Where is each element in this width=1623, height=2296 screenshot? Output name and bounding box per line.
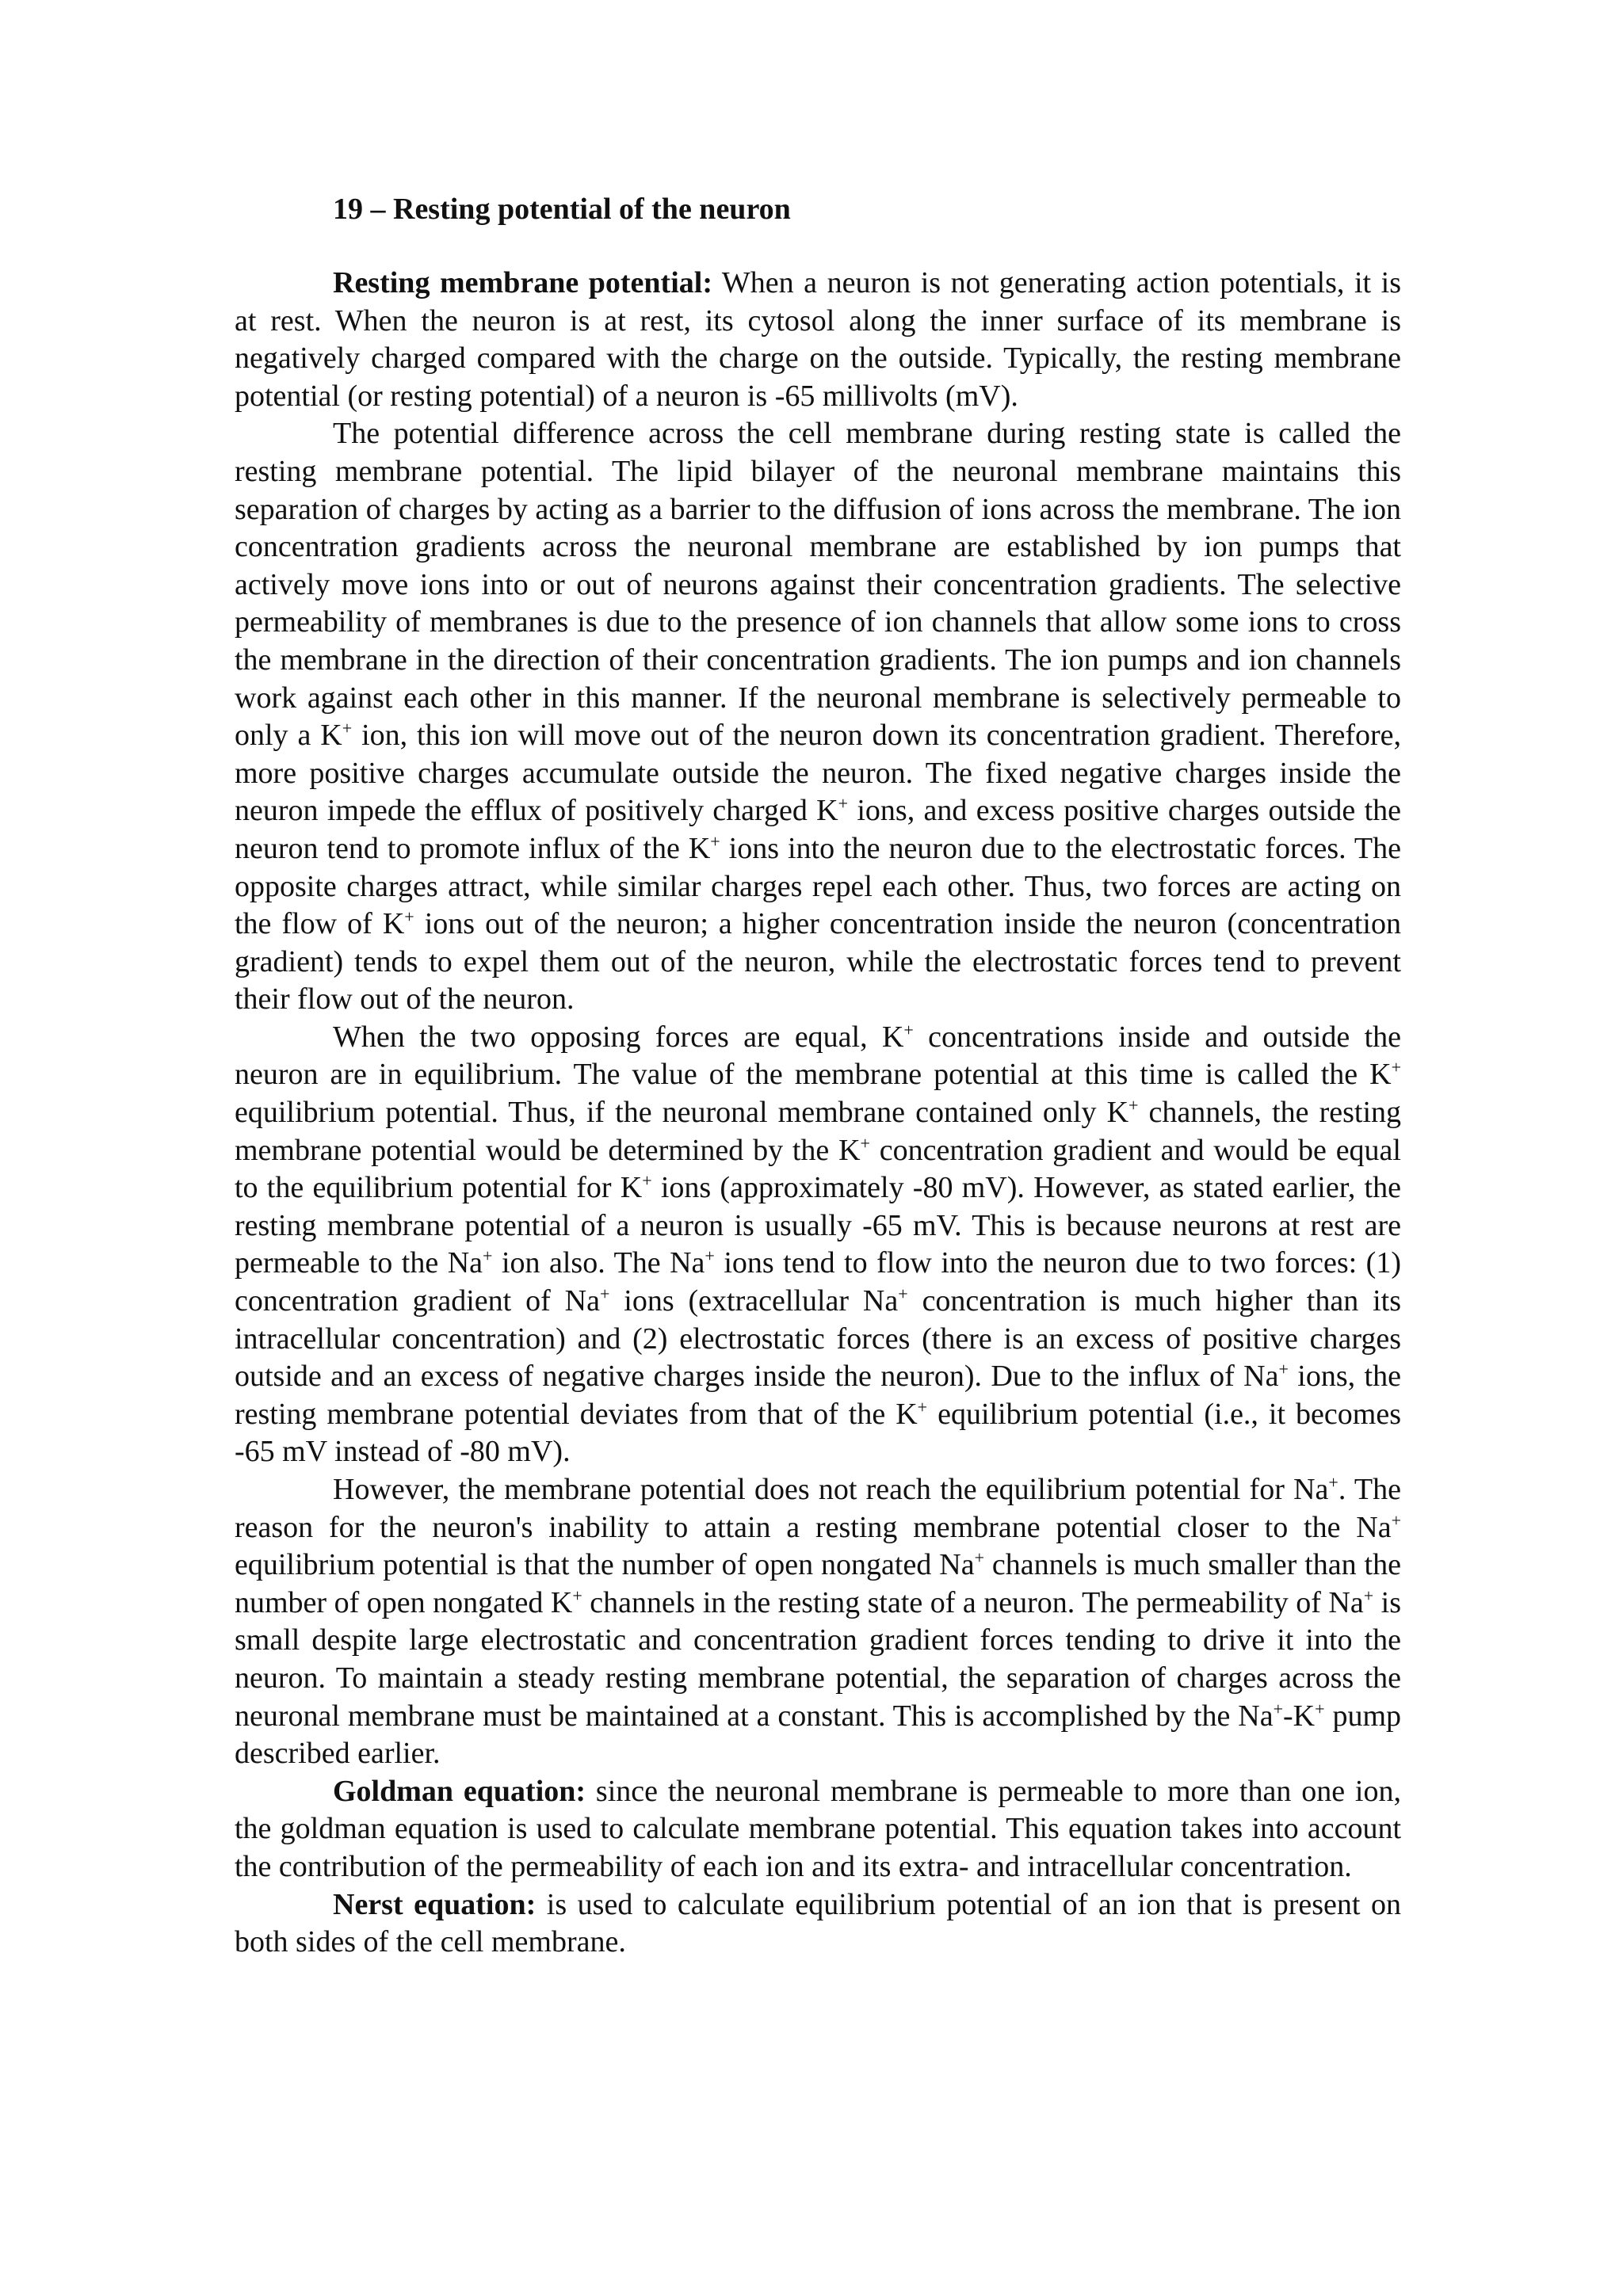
superscript-plus: +: [838, 793, 849, 814]
paragraph-text: -K: [1283, 1699, 1316, 1733]
superscript-plus: +: [1278, 1359, 1289, 1379]
superscript-plus: +: [572, 1585, 582, 1606]
paragraph-text: since the neuronal membrane is permeable to more than one ion, the goldman equation is used to calculate membrane potential. This equation takes into account the contribution of the permeability of each ion and its extra- and intracellular concentration.: [235, 1774, 1401, 1883]
paragraph-goldman-equation: [235, 1773, 1401, 1886]
superscript-plus: +: [342, 718, 353, 738]
superscript-plus: +: [1315, 1698, 1325, 1718]
superscript-plus: +: [1391, 1057, 1401, 1077]
paragraph-text: channels, the resting membrane potential would be determined by the K: [235, 1096, 1402, 1167]
paragraph-text: When the two opposing forces are equal, K: [333, 1020, 904, 1054]
superscript-plus: +: [1328, 1472, 1338, 1493]
paragraph-text: equilibrium potential is that the number of open nongated Na: [235, 1548, 975, 1582]
superscript-plus: +: [1363, 1585, 1374, 1606]
paragraph-text: channels in the resting state of a neuron. The permeability of Na: [582, 1585, 1364, 1619]
paragraph-text: is small despite large electrostatic and concentration gradient forces tending to drive it into the neuron. To maintain a steady resting membrane potential, the separation of charges across the neuronal membrane must be maintained at a constant. This is accomplished by the Na: [235, 1585, 1401, 1733]
paragraph-text: concentration is much higher than its intracellular concentration) and (2) electrostatic forces (there is an excess of positive charges outside and an excess of negative charges inside the neuron). Due to the influx of Na: [235, 1284, 1402, 1394]
paragraph-text: channels is much smaller than the number of open nongated K: [235, 1548, 1401, 1619]
paragraph-text: ions (approximately -80 mV). However, as stated earlier, the resting membrane potential of a neuron is usually -65 mV. This is because neurons at rest are permeable to the Na: [235, 1171, 1401, 1280]
paragraph-text: ions out of the neuron; a higher concentration inside the neuron (concentration gradient) tends to expel them out of the neuron, while the electrostatic forces tend to prevent their flow out of the neuron.: [235, 907, 1401, 1016]
superscript-plus: +: [917, 1397, 928, 1417]
paragraph-text: ions, and excess positive charges outside the neuron tend to promote influx of the K: [235, 794, 1402, 865]
superscript-plus: +: [404, 906, 414, 927]
superscript-plus: +: [483, 1245, 493, 1266]
superscript-plus: +: [1273, 1698, 1284, 1718]
paragraph-text: ion, this ion will move out of the neuron down its concentration gradient. Therefore, more positive charges accumulate outside the neuron. The fixed negative charges inside the neuron impede the efflux of positively charged K: [235, 719, 1401, 828]
paragraph-na-equilibrium: [235, 1471, 1401, 1773]
superscript-plus: +: [705, 1245, 715, 1266]
paragraph-equilibrium: [235, 1019, 1401, 1471]
paragraph-text: ion also. The Na: [492, 1246, 705, 1280]
paragraph-text: However, the membrane potential does not reach the equilibrium potential for Na: [333, 1473, 1329, 1506]
paragraph-text: equilibrium potential. Thus, if the neuronal membrane contained only K: [235, 1096, 1129, 1130]
paragraph-nerst-equation: [235, 1886, 1401, 1962]
paragraph-text: ions (extracellular Na: [609, 1284, 899, 1318]
paragraph-text: ions into the neuron due to the electrostatic forces. The opposite charges attract, while similar charges repel each other. Thus, two forces are acting on the flow of K: [235, 831, 1401, 941]
paragraph-potential-difference: [235, 415, 1401, 1019]
paragraph-resting-membrane-potential: [235, 265, 1401, 415]
paragraph-text: pump described earlier.: [235, 1699, 1401, 1771]
superscript-plus: +: [1391, 1509, 1401, 1530]
superscript-plus: +: [860, 1133, 870, 1153]
document-page: [235, 190, 1401, 1962]
term-resting-membrane-potential: Resting membrane potential:: [333, 266, 712, 299]
page-title: 19 – Resting potential of the neuron: [333, 193, 791, 226]
paragraph-text: ions tend to flow into the neuron due to two forces: (1) concentration gradient of Na: [235, 1246, 1401, 1318]
paragraph-text: . The reason for the neuron's inability to attain a resting membrane potential closer to the Na: [235, 1473, 1401, 1544]
paragraph-text: The potential difference across the cell membrane during resting state is called the resting membrane potential. The lipid bilayer of the neuronal membrane maintains this separation of charges by acting as a barrier to the diffusion of ions across the membrane. The ion concentration gradients across the neuronal membrane are established by ion pumps that actively move ions into or out of neurons against their concentration gradients. The selective permeability of membranes is due to the presence of ion channels that allow some ions to cross the membrane in the direction of their concentration gradients. The ion pumps and ion channels work against each other in this manner. If the neuronal membrane is selectively permeable to only a K: [235, 417, 1401, 753]
paragraph-text: concentrations inside and outside the neuron are in equilibrium. The value of the membrane potential at this time is called the K: [235, 1020, 1401, 1092]
superscript-plus: +: [974, 1547, 984, 1568]
superscript-plus: +: [599, 1283, 610, 1304]
superscript-plus: +: [903, 1020, 914, 1040]
paragraph-text: When a neuron is not generating action potentials, it is at rest. When the neuron is at rest, its cytosol along the inner surface of its membrane is negatively charged compared with the charge on the outside. Typically, the resting membrane potential (or resting potential) of a neuron is -65 millivolts (mV).: [235, 266, 1401, 413]
term-goldman-equation: Goldman equation:: [333, 1774, 586, 1808]
superscript-plus: +: [642, 1170, 652, 1191]
paragraph-text: is used to calculate equilibrium potential of an ion that is present on both sides of the cell membrane.: [235, 1887, 1401, 1959]
paragraph-text: ions, the resting membrane potential deviates from that of the K: [235, 1360, 1401, 1431]
term-nerst-equation: Nerst equation:: [333, 1887, 537, 1921]
superscript-plus: +: [898, 1283, 908, 1304]
superscript-plus: +: [710, 831, 720, 852]
paragraph-text: concentration gradient and would be equal to the equilibrium potential for K: [235, 1133, 1401, 1205]
superscript-plus: +: [1128, 1095, 1139, 1116]
paragraph-text: equilibrium potential (i.e., it becomes -65 mV instead of -80 mV).: [235, 1397, 1401, 1469]
